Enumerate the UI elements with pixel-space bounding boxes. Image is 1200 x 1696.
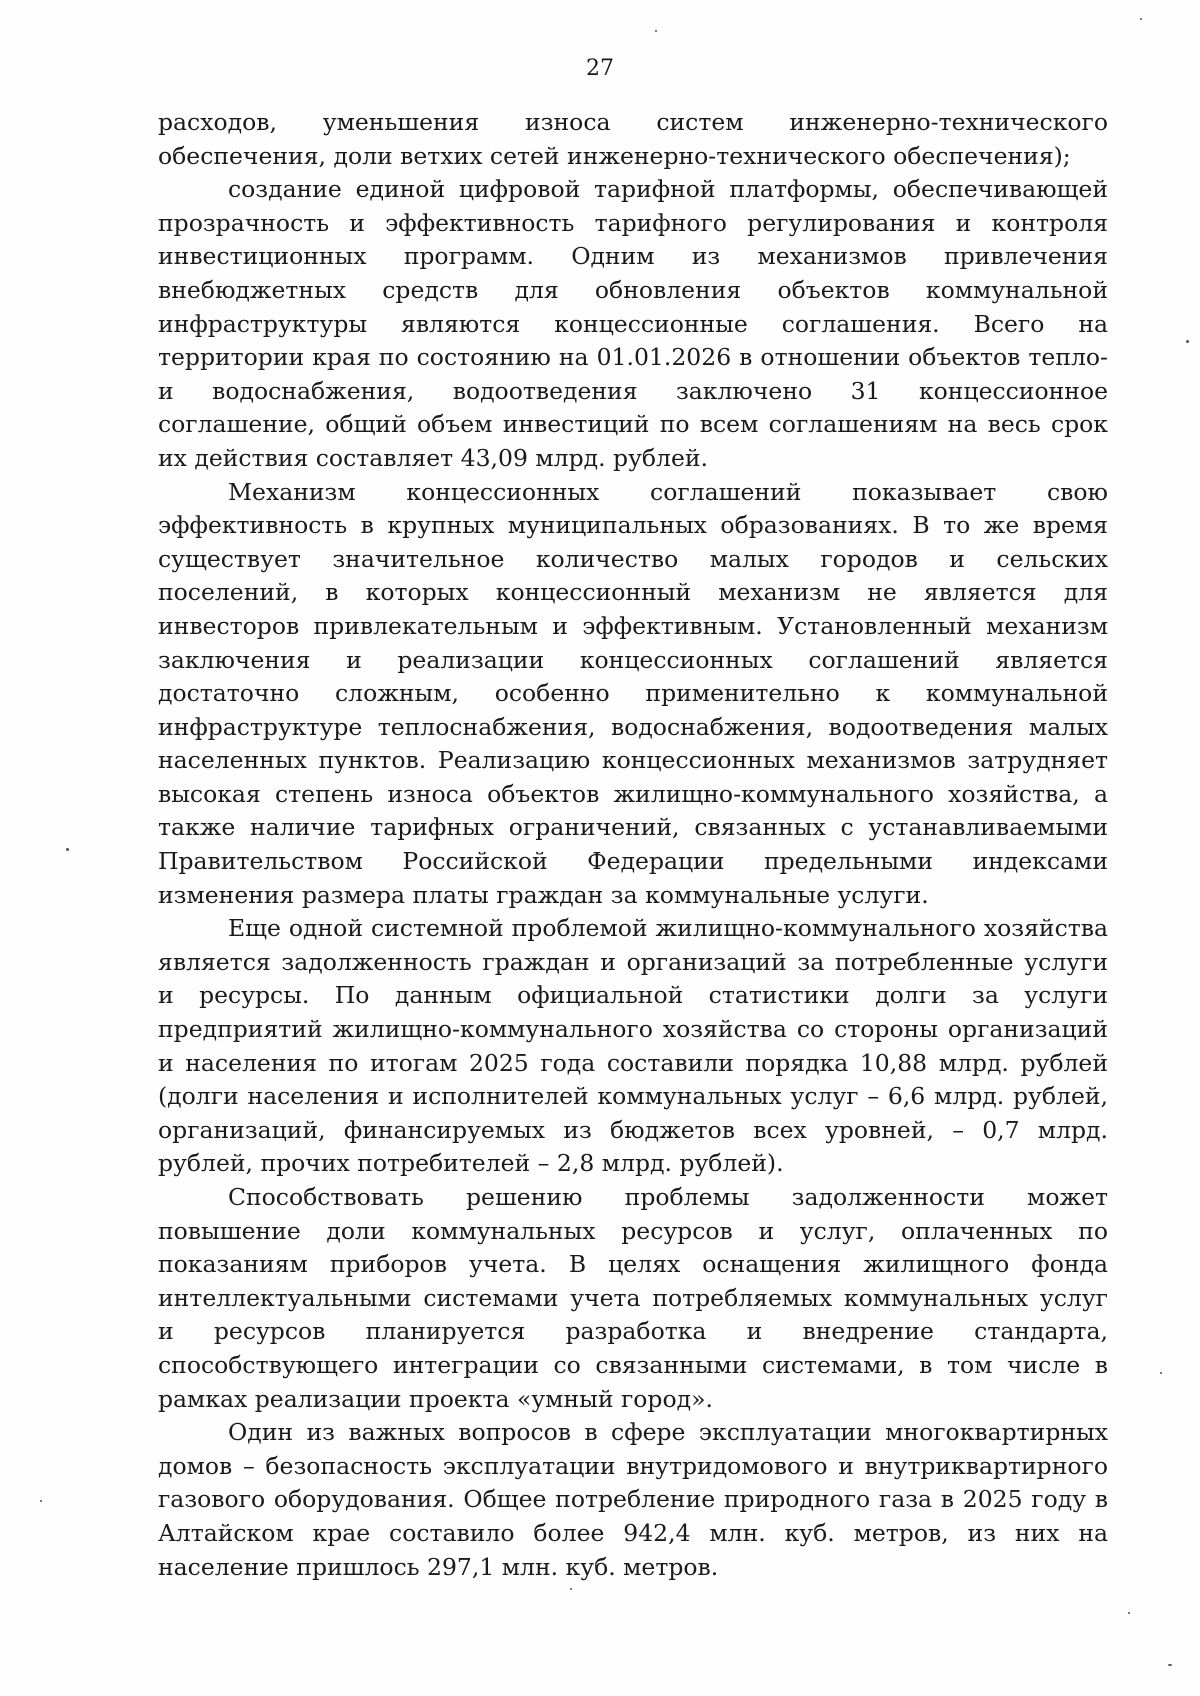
scan-speck (66, 848, 69, 851)
scan-speck (40, 1500, 42, 1502)
scan-speck (1160, 1372, 1162, 1374)
paragraph-debt-problem: Еще одной системной проблемой жилищно-коммунального хозяйства является задолженность граждан и организаций за потребленные услуги и ресурсы. По данным официальной статистики долги за услуги предприятий жилищно-коммунального хозяйства со стороны организаций и населения по итогам 2025 года составили порядка 10,88 млрд. рублей (долги населения и исполнителей коммунальных услуг – 6,6 млрд. рублей, организаций, финансируемых из бюджетов всех уровней, – 0,7 млрд. рублей, прочих потребителей – 2,8 млрд. рублей). (158, 914, 1108, 1178)
scan-speck (1168, 1664, 1172, 1666)
paragraph-tariff-platform: создание единой цифровой тарифной платформы, обеспечивающей прозрачность и эффективность тарифного регулирования и контроля инвестиционных программ. Одним из механизмов привлечения внебюджетных средств для обновления объектов коммунальной инфраструктуры являются концессионные соглашения. Всего на территории края по состоянию на 01.01.2026 в отношении объектов тепло- и водоснабжения, водоотведения заключено 31 концессионное соглашение, общий объем инвестиций по всем соглашениям на весь срок их действия составляет 43,09 млрд. рублей. (158, 175, 1108, 472)
paragraph-metering: Способствовать решению проблемы задолженности может повышение доли коммунальных ресурсов и услуг, оплаченных по показаниям приборов учета. В целях оснащения жилищного фонда интеллектуальными системами учета потребляемых коммунальных услуг и ресурсов планируется разработка и внедрение стандарта, способствующего интеграции со связанными системами, в том числе в рамках реализации проекта «умный город». (158, 1183, 1108, 1413)
body-text (158, 106, 1108, 1584)
paragraph-continuation: расходов, уменьшения износа систем инженерно-технического обеспечения, доли ветхих сетей инженерно-технического обеспечения); (158, 108, 1108, 170)
paragraph-concession-mechanism: Механизм концессионных соглашений показывает свою эффективность в крупных муниципальных образованиях. В то же время существует значительное количество малых городов и сельских поселений, в которых концессионный механизм не является для инвесторов привлекательным и эффективным. Установленный механизм заключения и реализации концессионных соглашений является достаточно сложным, особенно применительно к коммунальной инфраструктуре теплоснабжения, водоснабжения, водоотведения малых населенных пунктов. Реализацию концессионных механизмов затрудняет высокая степень износа объектов жилищно-коммунального хозяйства, а также наличие тарифных ограничений, связанных с устанавливаемыми Правительством Российской Федерации предельными индексами изменения размера платы граждан за коммунальные услуги. (158, 477, 1108, 909)
scan-speck (1140, 18, 1142, 20)
scan-speck (655, 30, 657, 32)
scan-speck (1128, 1612, 1130, 1614)
scan-speck (570, 1588, 572, 1590)
paragraph-gas-equipment: Один из важных вопросов в сфере эксплуатации многоквартирных домов – безопасность эксплуатации внутридомового и внутриквартирного газового оборудования. Общее потребление природного газа в 2025 году в Алтайском крае составило более 942,4 млн. куб. метров, из них на население пришлось 297,1 млн. куб. метров. (158, 1418, 1108, 1581)
page-number: 27 (586, 56, 614, 81)
scan-speck (1186, 340, 1189, 343)
